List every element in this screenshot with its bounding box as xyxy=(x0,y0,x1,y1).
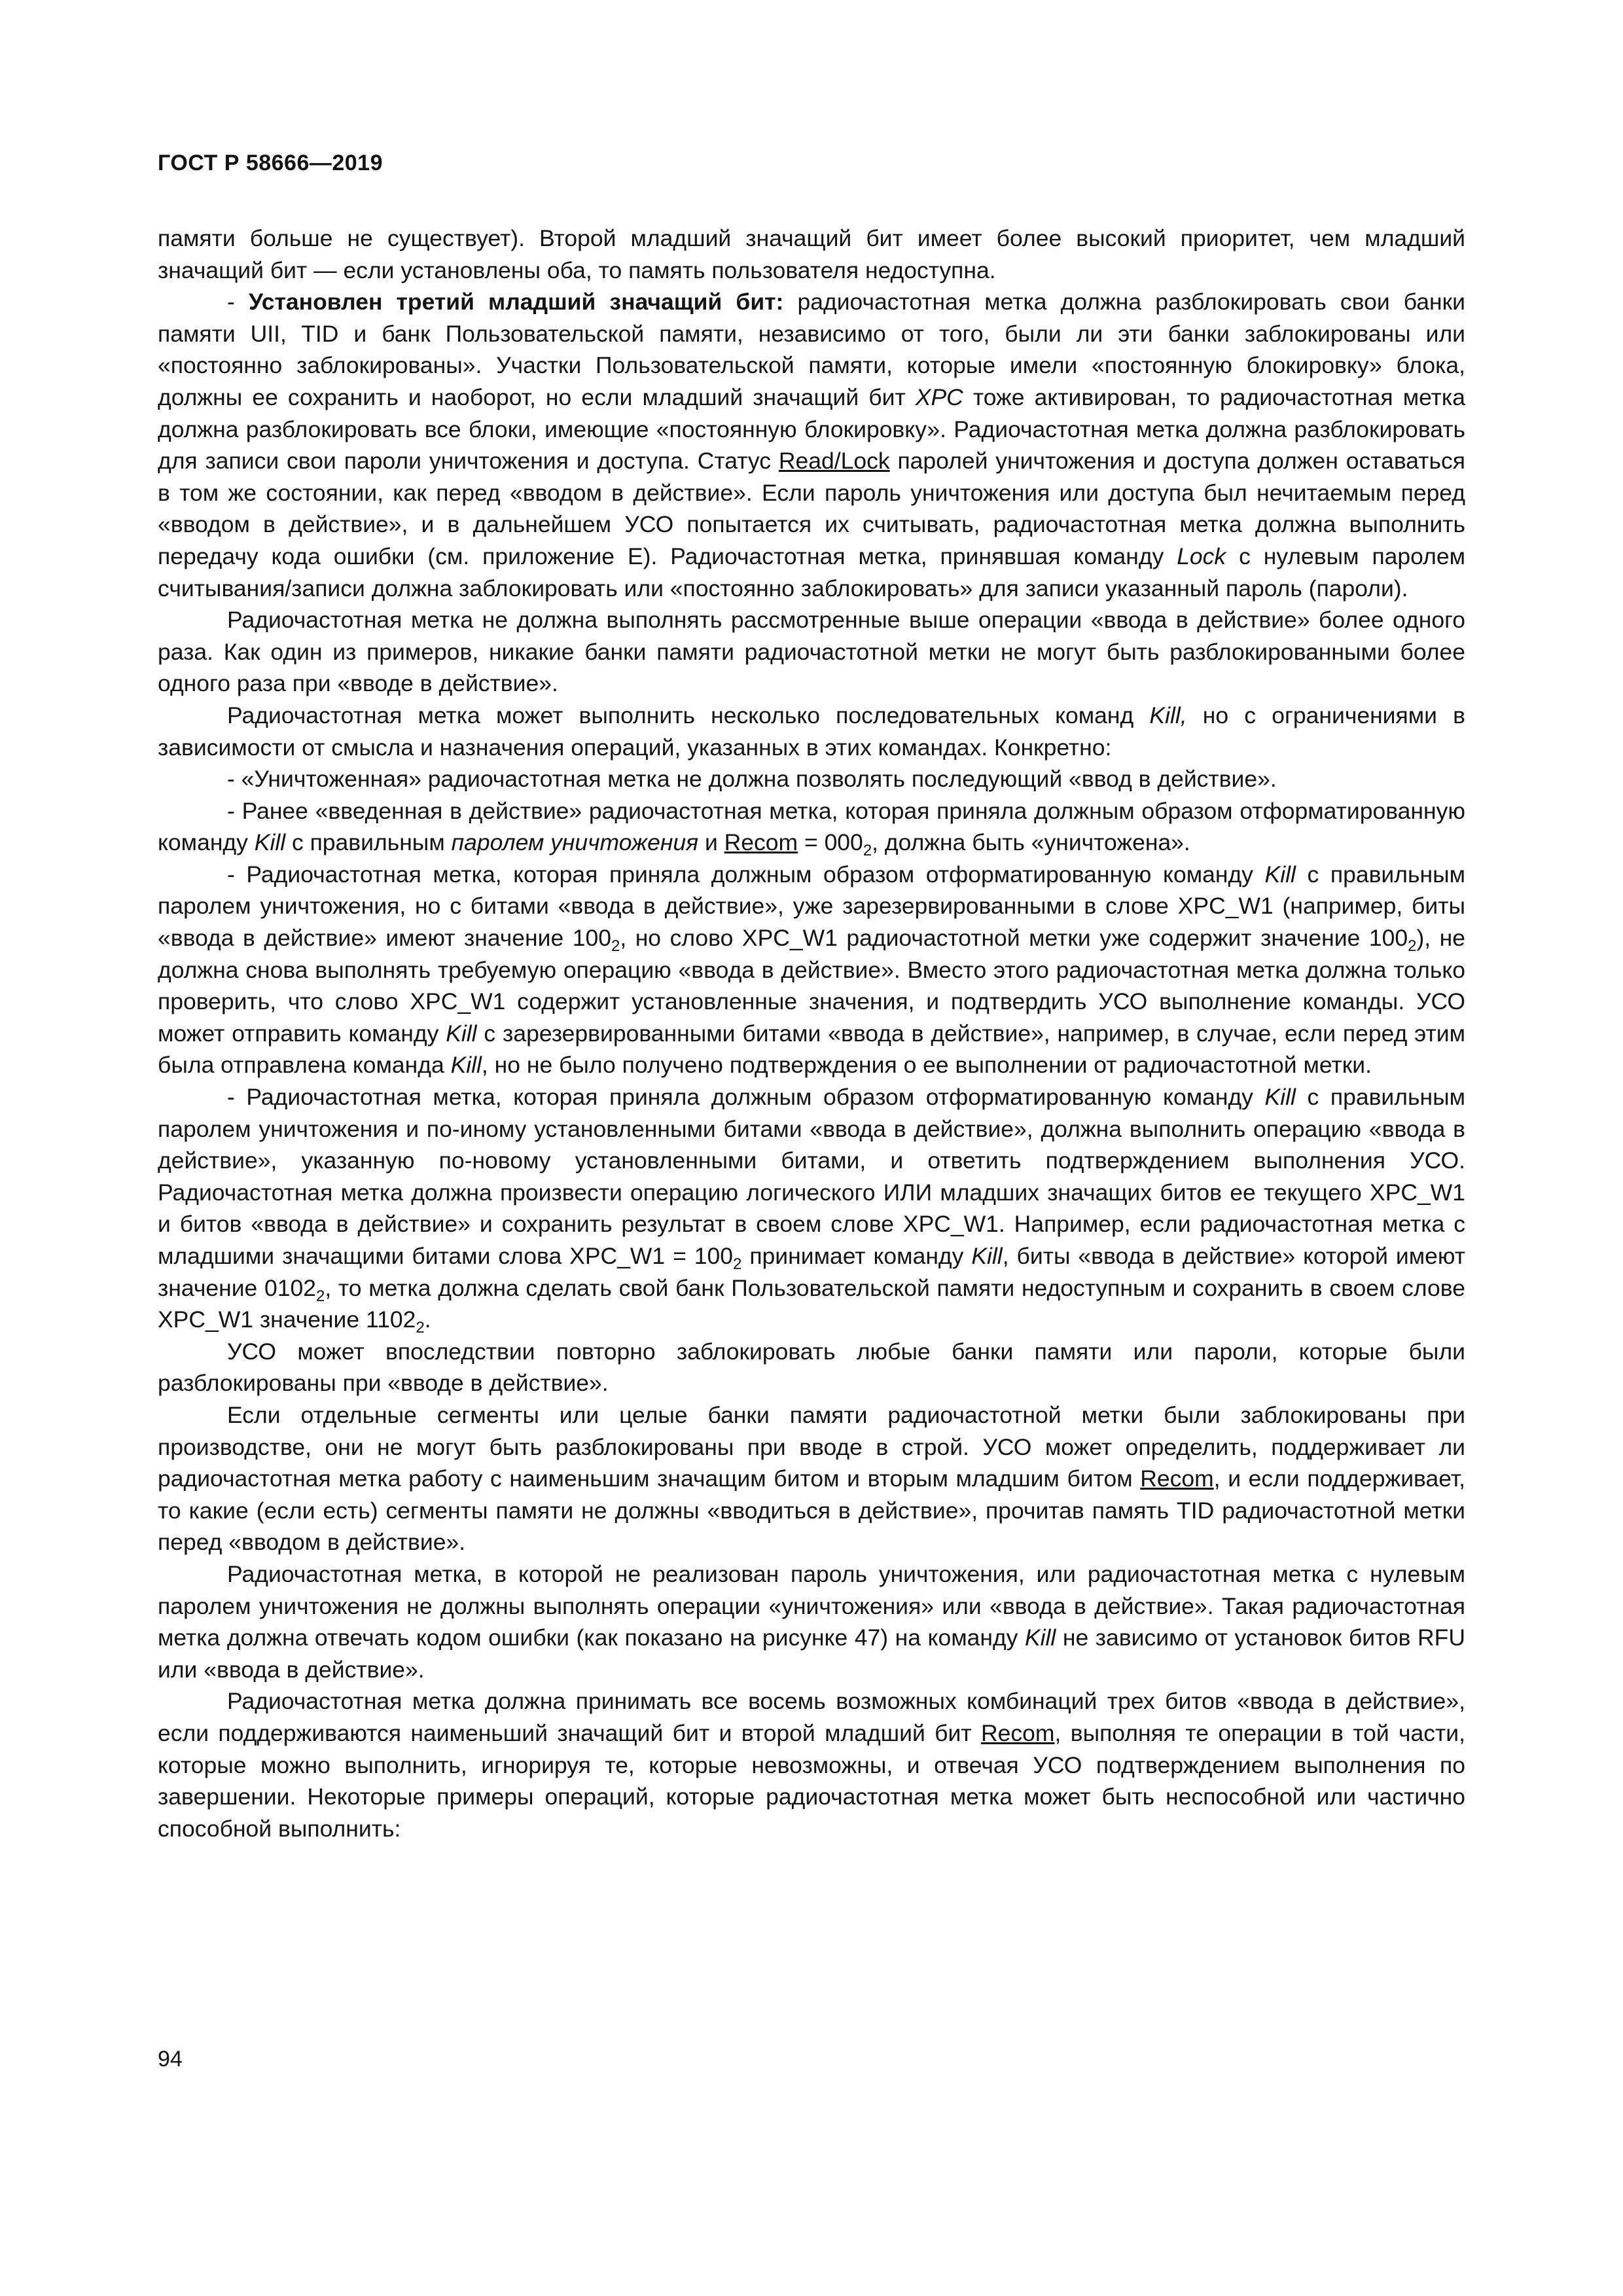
bold-lead: Установлен третий младший значащий бит: xyxy=(248,289,784,315)
italic-term: Kill xyxy=(1024,1624,1056,1651)
paragraph-text: Радиочастотная метка, в которой не реализован пароль уничтожения, или радиочастотная метка с нулевым паролем уничтожения не должны выполнять операции «уничтожения» или «ввода в действие». Такая радиочастотная метка должна отвечать кодом ошибки (как показано на рисунке 47) на команду xyxy=(158,1560,1465,1651)
paragraph-text: с правильным xyxy=(285,829,452,856)
paragraph-text: - Ранее «введенная в действие» радиочастотная метка, которая приняла должным образом отформатированную команду xyxy=(158,797,1465,856)
paragraph-6 xyxy=(158,795,1465,859)
paragraph-text: тоже активирован, то радиочастотная метка должна разблокировать все блоки, имеющие «постоянную блокировку». Радиочастотная метка должна разблокировать для записи свои пароли уничтожения и доступа. Статус xyxy=(158,384,1465,475)
paragraph-text: но с ограничениями в зависимости от смысла и назначения операций, указанных в этих командах. Конкретно: xyxy=(158,702,1465,761)
underlined-term: Read/Lock xyxy=(778,448,890,475)
paragraph-text: , то метка должна сделать свой банк Пользовательской памяти недоступным и сохранить в своем слове XPC_W1 значение 1102 xyxy=(158,1274,1465,1333)
paragraph-text: Радиочастотная метка может выполнить несколько последовательных команд xyxy=(227,702,1150,728)
page-number: 94 xyxy=(158,2047,183,2072)
paragraph-4 xyxy=(158,700,1465,763)
paragraph-2 xyxy=(158,286,1465,604)
list-dash: - xyxy=(227,289,249,315)
paragraph-8 xyxy=(158,1081,1465,1336)
paragraph-text: . xyxy=(424,1306,431,1333)
paragraph-text: Если отдельные сегменты или целые банки памяти радиочастотной метки были заблокированы при производстве, они не могут быть разблокированы при вводе в строй. УСО может определить, поддерживает ли радиочастотная метка работу с наименьшим значащим битом и вторым младшим битом xyxy=(158,1401,1465,1492)
paragraph-text: с правильным паролем уничтожения, но с битами «ввода в действие», уже зарезервированными в слове XPC_W1 (например, биты «ввода в действие» имеют значение 100 xyxy=(158,861,1465,952)
italic-term: Kill xyxy=(446,1020,477,1047)
italic-term: Kill xyxy=(450,1052,482,1079)
paragraph-text: ), не должна снова выполнять требуемую операцию «ввода в действие». Вместо этого радиочастотная метка должна только проверить, что слово XPC_W1 содержит установленные значения, и подтвердить УСО выполнение команды. УСО может отправить команду xyxy=(158,925,1465,1047)
paragraph-text: - «Уничтоженная» радиочастотная метка не должна позволять последующий «ввод в действие». xyxy=(227,766,1277,793)
paragraph-7 xyxy=(158,859,1465,1081)
italic-term: Kill, xyxy=(1149,702,1187,728)
paragraph-9 xyxy=(158,1336,1465,1399)
paragraph-text: , биты «ввода в действие» которой имеют значение 0102 xyxy=(158,1243,1465,1301)
paragraph-text: паролей уничтожения и доступа должен оставаться в том же состоянии, как перед «вводом в действие». Если пароль уничтожения или доступа был нечитаемым перед «вводом в действие», и в дальнейшем УСО попытается их считывать, радиочастотная метка должна выполнить передачу кода ошибки (см. приложение Е). Радиочастотная метка, принявшая команду xyxy=(158,448,1465,569)
italic-term: Kill xyxy=(1264,861,1296,888)
paragraph-3 xyxy=(158,604,1465,700)
paragraph-text: с зарезервированными битами «ввода в действие», например, в случае, если перед этим была отправлена команда xyxy=(158,1020,1465,1079)
paragraph-text: , но не было получено подтверждения о ее выполнении от радиочастотной метки. xyxy=(481,1052,1372,1079)
paragraph-text: = 000 xyxy=(798,829,863,856)
paragraph-5 xyxy=(158,763,1465,795)
paragraph-text: , выполняя те операции в той части, которые можно выполнить, игнорируя те, которые невозможны, и отвечая УСО подтверждением выполнения по завершении. Некоторые примеры операций, которые радиочастотная метка может быть неспособной или частично способной выполнить: xyxy=(158,1719,1465,1842)
paragraph-text: Радиочастотная метка не должна выполнять рассмотренные выше операции «ввода в действие» более одного раза. Как один из примеров, никакие банки памяти радиочастотной метки не могут быть разблокированными более одного раза при «вводе в действие». xyxy=(158,607,1465,697)
paragraph-text: , но слово XPC_W1 радиочастотной метки уже содержит значение 100 xyxy=(620,925,1408,952)
paragraph-text: с нулевым паролем считывания/записи должна заблокировать или «постоянно заблокировать» для записи указанный пароль (пароли). xyxy=(158,543,1465,601)
subscript: 2 xyxy=(611,937,620,956)
paragraph-text: с правильным паролем уничтожения и по-иному установленными битами «ввода в действие», должна выполнить операцию «ввода в действие», указанную по-новому установленными битами, и ответить подтверждением выполнения УСО. Радиочастотная метка должна произвести операцию логического ИЛИ младших значащих битов ее текущего XPC_W1 и битов «ввода в действие» и сохранить результат в своем слове XPC_W1. Например, если радиочастотная метка с младшими значащими битами слова XPC_W1 = 100 xyxy=(158,1084,1465,1269)
paragraph-text: и xyxy=(698,829,724,856)
paragraph-text: не зависимо от установок битов RFU или «ввода в действие». xyxy=(158,1624,1466,1683)
paragraph-text: , должна быть «уничтожена». xyxy=(872,829,1190,856)
document-body xyxy=(158,223,1465,1844)
paragraph-text: радиочастотная метка должна разблокировать свои банки памяти UII, TID и банк Пользовательской памяти, независимо от того, были ли эти банки заблокированы или «постоянно заблокированы». Участки Пользовательской памяти, которые имели «постоянную блокировку» блока, должны ее сохранить и наоборот, но если младший значащий бит xyxy=(158,289,1466,410)
document-header: ГОСТ Р 58666—2019 xyxy=(158,151,383,175)
paragraph-11 xyxy=(158,1558,1465,1685)
italic-term: XPC xyxy=(915,384,963,410)
paragraph-text: , и если поддерживает, то какие (если есть) сегменты памяти не должны «вводиться в действие», прочитав память TID радиочастотной метки перед «вводом в действие». xyxy=(158,1465,1465,1556)
italic-term: Kill xyxy=(1264,1084,1296,1111)
paragraph-text: принимает команду xyxy=(741,1243,972,1269)
paragraph-text: Радиочастотная метка должна принимать все восемь возможных комбинаций трех битов «ввода в действие», если поддерживаются наименьший значащий бит и второй младший бит xyxy=(158,1688,1465,1746)
paragraph-text: УСО может впоследствии повторно заблокировать любые банки памяти или пароли, которые были разблокированы при «вводе в действие». xyxy=(158,1338,1465,1397)
paragraph-text: памяти больше не существует). Второй младший значащий бит имеет более высокий приоритет, чем младший значащий бит — если установлены оба, то память пользователя недоступна. xyxy=(158,225,1465,283)
italic-term: паролем уничтожения xyxy=(451,829,699,856)
paragraph-10 xyxy=(158,1399,1465,1558)
paragraph-1 xyxy=(158,223,1465,286)
subscript: 2 xyxy=(315,1287,325,1305)
italic-term: Kill xyxy=(971,1243,1003,1269)
underlined-term: Recom xyxy=(981,1719,1055,1746)
underlined-term: Recom xyxy=(1140,1465,1214,1492)
underlined-term: Recom xyxy=(724,829,798,856)
paragraph-12 xyxy=(158,1685,1465,1844)
subscript: 2 xyxy=(733,1255,742,1273)
paragraph-text: - Радиочастотная метка, которая приняла должным образом отформатированную команду xyxy=(227,1084,1265,1111)
italic-term: Lock xyxy=(1177,543,1226,569)
paragraph-text: - Радиочастотная метка, которая приняла должным образом отформатированную команду xyxy=(227,861,1265,888)
subscript: 2 xyxy=(416,1319,425,1337)
subscript: 2 xyxy=(1408,937,1417,956)
subscript: 2 xyxy=(863,842,872,860)
italic-term: Kill xyxy=(254,829,286,856)
